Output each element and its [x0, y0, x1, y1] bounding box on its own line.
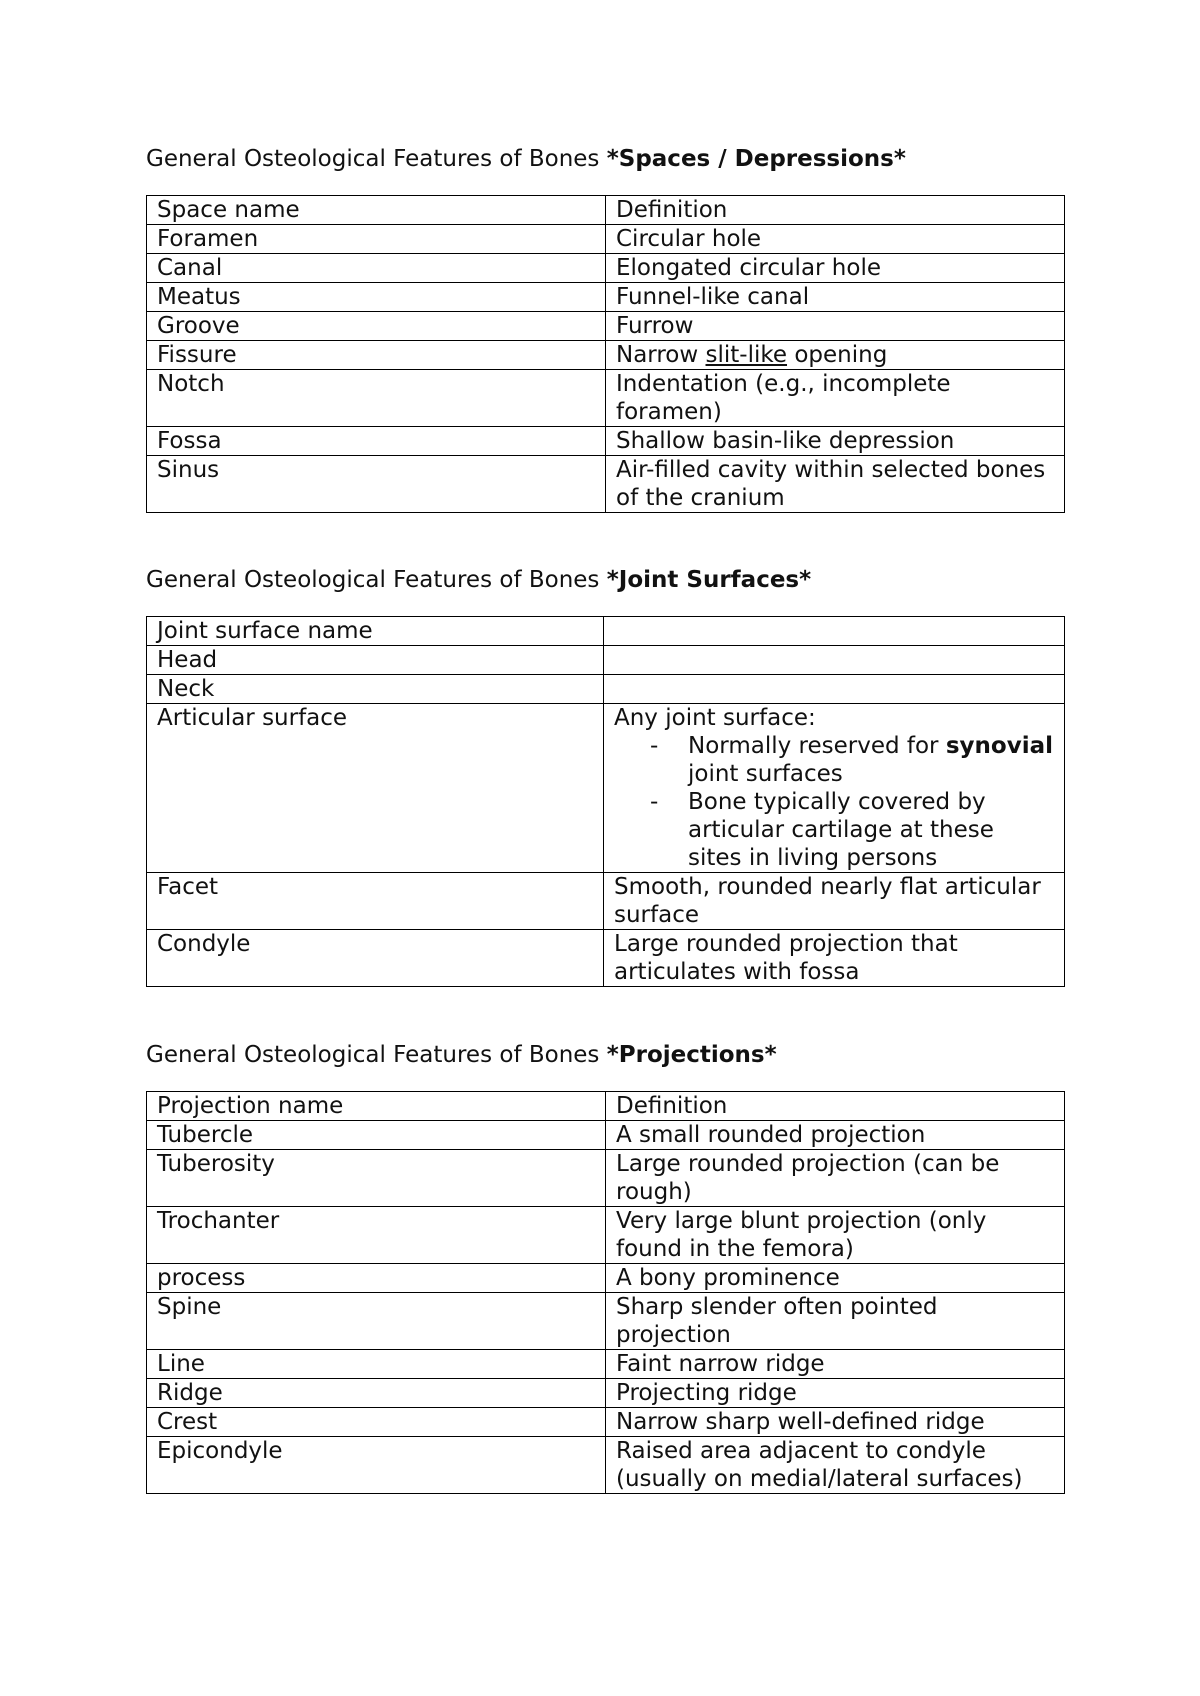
table-row — [147, 873, 1065, 930]
definition-cell: A small rounded projection — [606, 1121, 1065, 1150]
bullet1-bold: synovial — [945, 733, 1053, 759]
name-cell: Groove — [147, 312, 606, 341]
definition-cell: Very large blunt projection (only found in the femora) — [606, 1207, 1065, 1264]
joints-heading — [146, 565, 811, 595]
joints-heading-bold: *Joint Surfaces* — [606, 567, 812, 593]
name-cell: Line — [147, 1350, 606, 1379]
table-header-row — [147, 1092, 1065, 1121]
name-cell: Sinus — [147, 456, 606, 513]
name-cell: Fossa — [147, 427, 606, 456]
list-item — [614, 732, 1054, 788]
fissure-def-post: opening — [787, 342, 888, 368]
definition-cell: Circular hole — [606, 225, 1065, 254]
spaces-table — [146, 195, 1065, 513]
bullet1-post: joint surfaces — [688, 761, 843, 787]
definition-cell: Air-filled cavity within selected bones of the cranium — [606, 456, 1065, 513]
definition-cell: Shallow basin-like depression — [606, 427, 1065, 456]
name-cell: Fissure — [147, 341, 606, 370]
name-cell: Canal — [147, 254, 606, 283]
name-cell: Condyle — [147, 930, 604, 987]
definition-cell — [604, 646, 1065, 675]
name-cell: Crest — [147, 1408, 606, 1437]
table-row — [147, 225, 1065, 254]
definition-cell: Furrow — [606, 312, 1065, 341]
name-cell: Neck — [147, 675, 604, 704]
table-row — [147, 312, 1065, 341]
joints-table — [146, 616, 1065, 987]
table-row — [147, 1350, 1065, 1379]
table-row — [147, 1121, 1065, 1150]
name-cell: Epicondyle — [147, 1437, 606, 1494]
name-cell: Head — [147, 646, 604, 675]
table-row — [147, 427, 1065, 456]
table-row — [147, 1408, 1065, 1437]
table-row — [147, 254, 1065, 283]
bullet2-text: Bone typically covered by articular cartilage at these sites in living persons — [688, 789, 994, 871]
table-row — [147, 370, 1065, 427]
table-row — [147, 283, 1065, 312]
table-row — [147, 341, 1065, 370]
list-item — [614, 788, 1054, 872]
header-cell: Definition — [606, 1092, 1065, 1121]
definition-cell: Raised area adjacent to condyle (usually on medial/lateral surfaces) — [606, 1437, 1065, 1494]
table-row — [147, 1379, 1065, 1408]
header-cell: Joint surface name — [147, 617, 604, 646]
bullet1-pre: Normally reserved for — [688, 733, 946, 759]
articular-bullet-list — [614, 732, 1054, 872]
table-row — [147, 646, 1065, 675]
table-header-row — [147, 617, 1065, 646]
definition-cell — [604, 675, 1065, 704]
definition-cell: Large rounded projection (can be rough) — [606, 1150, 1065, 1207]
name-cell: Notch — [147, 370, 606, 427]
header-cell: Projection name — [147, 1092, 606, 1121]
name-cell: Tuberosity — [147, 1150, 606, 1207]
definition-cell — [606, 341, 1065, 370]
definition-cell: Large rounded projection that articulates with fossa — [604, 930, 1065, 987]
name-cell: Foramen — [147, 225, 606, 254]
spaces-heading — [146, 144, 906, 174]
joints-heading-prefix: General Osteological Features of Bones — [146, 567, 607, 593]
definition-cell: Indentation (e.g., incomplete foramen) — [606, 370, 1065, 427]
table-row — [147, 1207, 1065, 1264]
name-cell: Facet — [147, 873, 604, 930]
name-cell: Tubercle — [147, 1121, 606, 1150]
articular-intro: Any joint surface: — [614, 705, 816, 731]
fissure-def-pre: Narrow — [616, 342, 706, 368]
definition-cell: Sharp slender often pointed projection — [606, 1293, 1065, 1350]
table-row — [147, 1264, 1065, 1293]
name-cell: process — [147, 1264, 606, 1293]
header-cell: Definition — [606, 196, 1065, 225]
table-row — [147, 675, 1065, 704]
definition-cell — [604, 704, 1065, 873]
spaces-heading-bold: *Spaces / Depressions* — [606, 146, 906, 172]
definition-cell: Funnel-like canal — [606, 283, 1065, 312]
definition-cell: Smooth, rounded nearly flat articular surface — [604, 873, 1065, 930]
table-row — [147, 930, 1065, 987]
definition-cell: Faint narrow ridge — [606, 1350, 1065, 1379]
projections-heading — [146, 1040, 777, 1070]
header-cell: Space name — [147, 196, 606, 225]
definition-cell: Elongated circular hole — [606, 254, 1065, 283]
name-cell: Spine — [147, 1293, 606, 1350]
table-row — [147, 704, 1065, 873]
table-row — [147, 1293, 1065, 1350]
spaces-heading-prefix: General Osteological Features of Bones — [146, 146, 607, 172]
definition-cell: A bony prominence — [606, 1264, 1065, 1293]
name-cell: Articular surface — [147, 704, 604, 873]
dash-marker: - — [650, 733, 659, 759]
table-row — [147, 1437, 1065, 1494]
table-header-row — [147, 196, 1065, 225]
definition-cell: Projecting ridge — [606, 1379, 1065, 1408]
header-cell — [604, 617, 1065, 646]
table-row — [147, 1150, 1065, 1207]
projections-heading-bold: *Projections* — [606, 1042, 777, 1068]
name-cell: Meatus — [147, 283, 606, 312]
projections-heading-prefix: General Osteological Features of Bones — [146, 1042, 607, 1068]
definition-cell: Narrow sharp well-defined ridge — [606, 1408, 1065, 1437]
dash-marker: - — [650, 789, 659, 815]
projections-table — [146, 1091, 1065, 1494]
name-cell: Ridge — [147, 1379, 606, 1408]
fissure-def-underlined: slit-like — [705, 342, 788, 368]
name-cell: Trochanter — [147, 1207, 606, 1264]
table-row — [147, 456, 1065, 513]
